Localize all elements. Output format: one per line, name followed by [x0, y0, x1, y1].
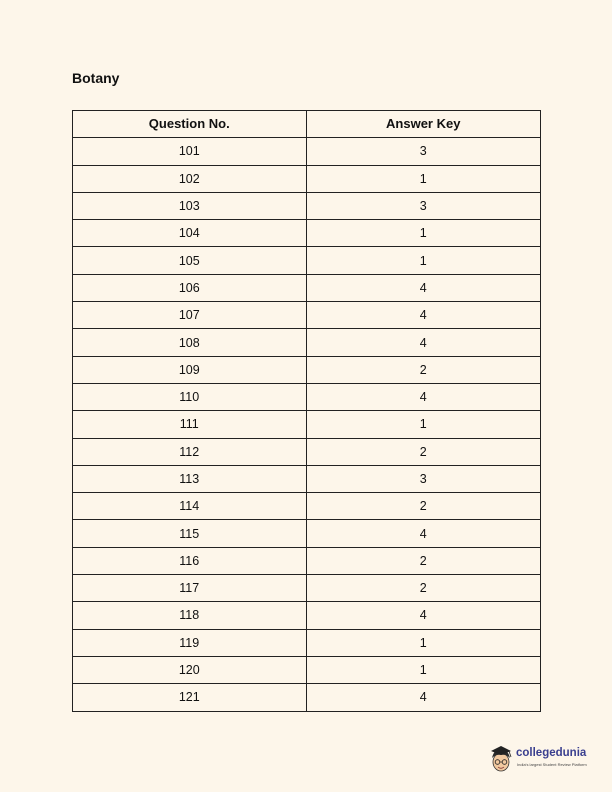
table-row [73, 493, 541, 520]
table-row [73, 247, 541, 274]
answer-key-table [72, 110, 541, 712]
answer-key-cell: 1 [306, 411, 541, 438]
table-row [73, 138, 541, 165]
table-row [73, 302, 541, 329]
answer-key-cell: 1 [306, 165, 541, 192]
answer-key-cell: 2 [306, 575, 541, 602]
question-number-cell: 111 [73, 411, 307, 438]
answer-key-cell: 4 [306, 520, 541, 547]
student-mascot-icon [488, 745, 514, 775]
answer-key-cell: 4 [306, 274, 541, 301]
question-number-cell: 118 [73, 602, 307, 629]
column-header-question-no: Question No. [73, 111, 307, 138]
question-number-cell: 117 [73, 575, 307, 602]
question-number-cell: 101 [73, 138, 307, 165]
answer-key-cell: 2 [306, 547, 541, 574]
answer-key-cell: 2 [306, 356, 541, 383]
table-row [73, 383, 541, 410]
table-row [73, 438, 541, 465]
table-row [73, 356, 541, 383]
question-number-cell: 105 [73, 247, 307, 274]
table-row [73, 465, 541, 492]
question-number-cell: 108 [73, 329, 307, 356]
answer-key-cell: 3 [306, 138, 541, 165]
section-title: Botany [72, 70, 120, 86]
question-number-cell: 114 [73, 493, 307, 520]
question-number-cell: 110 [73, 383, 307, 410]
answer-key-cell: 2 [306, 438, 541, 465]
question-number-cell: 116 [73, 547, 307, 574]
table-row [73, 629, 541, 656]
table-row [73, 547, 541, 574]
answer-key-cell: 4 [306, 602, 541, 629]
answer-key-cell: 4 [306, 329, 541, 356]
answer-key-cell: 4 [306, 383, 541, 410]
question-number-cell: 103 [73, 192, 307, 219]
answer-key-cell: 2 [306, 493, 541, 520]
table-row [73, 656, 541, 683]
table-row [73, 520, 541, 547]
question-number-cell: 112 [73, 438, 307, 465]
table-row [73, 329, 541, 356]
table-row [73, 274, 541, 301]
question-number-cell: 113 [73, 465, 307, 492]
question-number-cell: 120 [73, 656, 307, 683]
answer-key-cell: 1 [306, 247, 541, 274]
question-number-cell: 119 [73, 629, 307, 656]
answer-key-cell: 1 [306, 656, 541, 683]
answer-key-cell: 3 [306, 192, 541, 219]
answer-key-cell: 3 [306, 465, 541, 492]
table-header-row [73, 111, 541, 138]
table-row [73, 575, 541, 602]
question-number-cell: 107 [73, 302, 307, 329]
collegedunia-logo [488, 745, 598, 777]
question-number-cell: 115 [73, 520, 307, 547]
logo-tagline: India's largest Student Review Platform [517, 762, 587, 767]
table-row [73, 602, 541, 629]
column-header-answer-key: Answer Key [306, 111, 541, 138]
question-number-cell: 102 [73, 165, 307, 192]
answer-key-cell: 1 [306, 629, 541, 656]
table-row [73, 165, 541, 192]
table-row [73, 684, 541, 711]
question-number-cell: 106 [73, 274, 307, 301]
answer-key-cell: 4 [306, 684, 541, 711]
answer-key-cell: 1 [306, 220, 541, 247]
question-number-cell: 121 [73, 684, 307, 711]
question-number-cell: 109 [73, 356, 307, 383]
answer-key-cell: 4 [306, 302, 541, 329]
question-number-cell: 104 [73, 220, 307, 247]
table-row [73, 192, 541, 219]
table-row [73, 220, 541, 247]
table-row [73, 411, 541, 438]
logo-wordmark: collegedunia [516, 747, 587, 759]
table-body [73, 138, 541, 711]
